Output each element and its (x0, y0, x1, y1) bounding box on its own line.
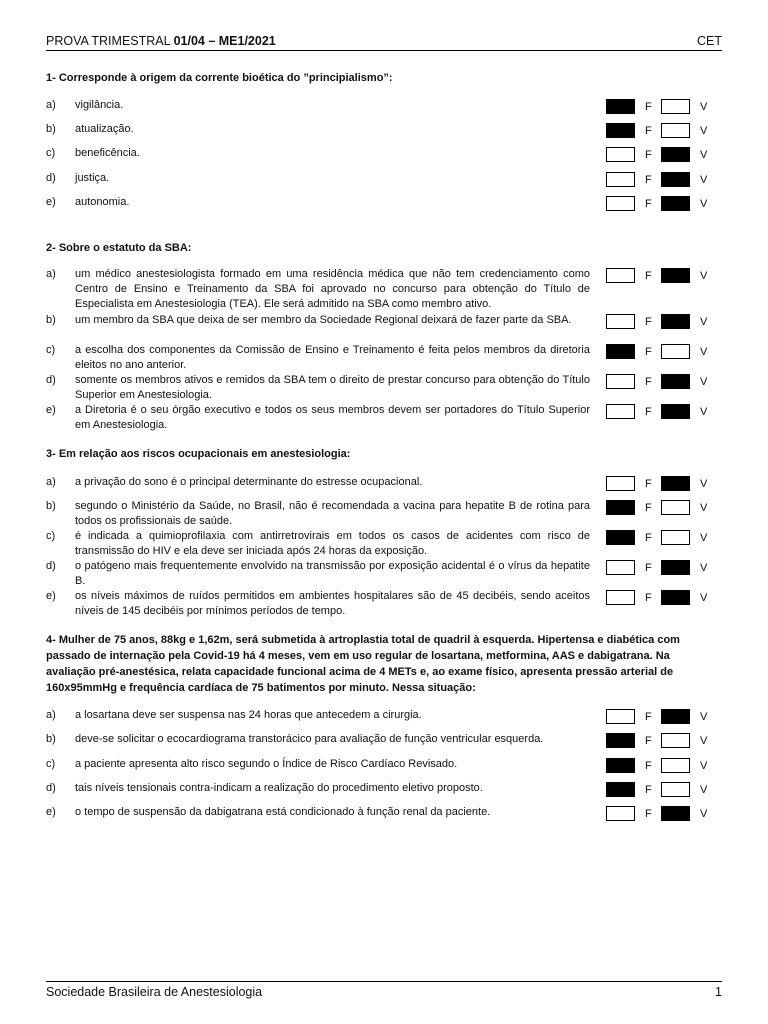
option-letter: c) (46, 344, 56, 356)
option-text: é indicada a quimioprofilaxia com antirretrovirais em todos os casos de acidentes com risco de transmissão do HIV e ela deve ser iniciada após 24 horas da exposição. (75, 530, 590, 557)
false-label: F (645, 760, 652, 772)
true-checkbox[interactable] (661, 560, 690, 575)
option-row (46, 343, 722, 371)
false-label: F (645, 502, 652, 514)
true-label: V (700, 346, 708, 358)
false-checkbox[interactable] (606, 99, 635, 114)
false-checkbox[interactable] (606, 758, 635, 773)
option-letter: a) (46, 268, 56, 280)
true-checkbox[interactable] (661, 530, 690, 545)
true-label: V (700, 270, 708, 282)
true-checkbox[interactable] (661, 404, 690, 419)
true-checkbox[interactable] (661, 806, 690, 821)
false-label: F (645, 478, 652, 490)
false-checkbox[interactable] (606, 268, 635, 283)
true-checkbox[interactable] (661, 99, 690, 114)
option-letter: d) (46, 560, 56, 572)
option-letter: c) (46, 147, 56, 159)
option-letter: d) (46, 172, 56, 184)
option-letter: e) (46, 196, 56, 208)
false-checkbox[interactable] (606, 733, 635, 748)
true-label: V (700, 735, 708, 747)
false-checkbox[interactable] (606, 344, 635, 359)
question-title: 4- Mulher de 75 anos, 88kg e 1,62m, será submetida à artroplastia total de quadril à esquerda. Hipertensa e diabética com passado de internação pela Covid-19 há 4 meses, vem em uso regular de losartana, metformina, AAS e dabigatrana. Na avaliação pré-anestésica, relata capacidade funcional acima de 4 METs e, ao exame físico, apresenta pressão arterial de 160x95mmHg e frequência cardíaca de 75 batimentos por minuto. Nessa situação: (46, 634, 680, 694)
option-letter: d) (46, 782, 56, 794)
option-text: a Diretoria é o seu órgão executivo e todos os seus membros devem ser portadores do Título Superior em Anestesiologia. (75, 404, 590, 431)
false-label: F (645, 592, 652, 604)
option-letter: b) (46, 123, 56, 135)
option-row (46, 589, 722, 617)
true-checkbox[interactable] (661, 268, 690, 283)
option-row (46, 529, 722, 557)
false-label: F (645, 376, 652, 388)
option-letter: e) (46, 404, 56, 416)
option-letter: c) (46, 758, 56, 770)
option-text: somente os membros ativos e remidos da SBA tem o direito de prestar concurso para obtenção do Título Superior em Anestesiologia. (75, 374, 590, 401)
option-letter: b) (46, 733, 56, 745)
true-label: V (700, 125, 708, 137)
true-checkbox[interactable] (661, 147, 690, 162)
false-checkbox[interactable] (606, 590, 635, 605)
option-row (46, 146, 722, 174)
false-label: F (645, 101, 652, 113)
option-text: a paciente apresenta alto risco segundo o Índice de Risco Cardíaco Revisado. (75, 758, 458, 770)
exam-title: PROVA TRIMESTRAL 01/04 – ME1/2021 (46, 34, 276, 48)
false-label: F (645, 711, 652, 723)
false-label: F (645, 174, 652, 186)
option-text: a escolha dos componentes da Comissão de Ensino e Treinamento é feita pelos membros da diretoria eleitos no ano anterior. (75, 344, 590, 371)
option-text: segundo o Ministério da Saúde, no Brasil, não é recomendada a vacina para hepatite B de rotina para todos os profissionais de saúde. (75, 500, 590, 527)
true-checkbox[interactable] (661, 758, 690, 773)
false-label: F (645, 808, 652, 820)
false-checkbox[interactable] (606, 476, 635, 491)
true-checkbox[interactable] (661, 314, 690, 329)
option-row (46, 732, 722, 760)
option-text: atualização. (75, 123, 134, 135)
option-text: beneficência. (75, 147, 140, 159)
option-text: o tempo de suspensão da dabigatrana está condicionado à função renal da paciente. (75, 806, 491, 818)
false-checkbox[interactable] (606, 172, 635, 187)
true-label: V (700, 478, 708, 490)
false-label: F (645, 562, 652, 574)
true-checkbox[interactable] (661, 374, 690, 389)
true-label: V (700, 808, 708, 820)
cet-label: CET (697, 34, 722, 48)
option-text: os níveis máximos de ruídos permitidos em ambientes hospitalares são de 45 decibéis, sendo aceitos níveis de 145 decibéis por mínimos períodos de tempo. (75, 590, 590, 617)
true-checkbox[interactable] (661, 344, 690, 359)
option-letter: a) (46, 709, 56, 721)
true-label: V (700, 502, 708, 514)
true-label: V (700, 406, 708, 418)
false-label: F (645, 316, 652, 328)
false-checkbox[interactable] (606, 314, 635, 329)
true-checkbox[interactable] (661, 590, 690, 605)
option-text: tais níveis tensionais contra-indicam a realização do procedimento eletivo proposto. (75, 782, 483, 794)
option-row (46, 403, 722, 431)
true-label: V (700, 174, 708, 186)
option-text: a losartana deve ser suspensa nas 24 horas que antecedem a cirurgia. (75, 709, 422, 721)
false-label: F (645, 125, 652, 137)
false-label: F (645, 270, 652, 282)
option-row (46, 805, 722, 833)
false-label: F (645, 149, 652, 161)
option-row (46, 267, 722, 310)
false-label: F (645, 406, 652, 418)
false-checkbox[interactable] (606, 530, 635, 545)
true-label: V (700, 784, 708, 796)
question-title: 1- Corresponde à origem da corrente bioética do ”principialismo”: (46, 72, 393, 84)
false-label: F (645, 198, 652, 210)
option-row (46, 195, 722, 223)
true-label: V (700, 711, 708, 723)
option-row (46, 559, 722, 587)
false-checkbox[interactable] (606, 500, 635, 515)
true-label: V (700, 562, 708, 574)
option-text: um membro da SBA que deixa de ser membro da Sociedade Regional deixará de fazer parte da SBA. (75, 314, 572, 326)
true-checkbox[interactable] (661, 500, 690, 515)
false-label: F (645, 784, 652, 796)
false-checkbox[interactable] (606, 782, 635, 797)
option-text: o patógeno mais frequentemente envolvido na transmissão por exposição acidental é o vírus da hepatite B. (75, 560, 590, 587)
page-header (46, 34, 722, 51)
true-label: V (700, 376, 708, 388)
false-checkbox[interactable] (606, 560, 635, 575)
true-label: V (700, 532, 708, 544)
true-label: V (700, 592, 708, 604)
true-label: V (700, 316, 708, 328)
option-text: autonomia. (75, 196, 130, 208)
false-checkbox[interactable] (606, 123, 635, 138)
true-checkbox[interactable] (661, 782, 690, 797)
page-footer (46, 981, 722, 999)
question-title: 3- Em relação aos riscos ocupacionais em anestesiologia: (46, 448, 351, 460)
true-checkbox[interactable] (661, 476, 690, 491)
footer-organization: Sociedade Brasileira de Anestesiologia (46, 985, 263, 999)
true-label: V (700, 101, 708, 113)
true-checkbox[interactable] (661, 733, 690, 748)
option-letter: c) (46, 530, 56, 542)
true-checkbox[interactable] (661, 709, 690, 724)
option-letter: a) (46, 99, 56, 111)
false-checkbox[interactable] (606, 374, 635, 389)
true-checkbox[interactable] (661, 196, 690, 211)
false-label: F (645, 532, 652, 544)
page-number: 1 (715, 985, 722, 999)
false-label: F (645, 735, 652, 747)
true-checkbox[interactable] (661, 123, 690, 138)
true-label: V (700, 149, 708, 161)
false-checkbox[interactable] (606, 806, 635, 821)
option-text: um médico anestesiologista formado em uma residência médica que não tem credenciamento como Centro de Ensino e Treinamento da SBA foi aprovado no concurso para obtenção do Título de Especialista em Anestesiologia (TEA). Ele será admitido na SBA como membro ativo. (75, 268, 590, 310)
option-letter: e) (46, 806, 56, 818)
true-label: V (700, 198, 708, 210)
question-title: 2- Sobre o estatuto da SBA: (46, 242, 192, 254)
option-letter: a) (46, 476, 56, 488)
false-checkbox[interactable] (606, 709, 635, 724)
option-text: a privação do sono é o principal determinante do estresse ocupacional. (75, 476, 423, 488)
false-checkbox[interactable] (606, 404, 635, 419)
false-label: F (645, 346, 652, 358)
false-checkbox[interactable] (606, 196, 635, 211)
option-row (46, 313, 722, 341)
option-letter: e) (46, 590, 56, 602)
option-letter: b) (46, 500, 56, 512)
false-checkbox[interactable] (606, 147, 635, 162)
option-text: justiça. (75, 172, 110, 184)
option-text: deve-se solicitar o ecocardiograma transtorácico para avaliação de função ventricular esquerda. (75, 733, 544, 745)
option-letter: d) (46, 374, 56, 386)
option-text: vigilância. (75, 99, 124, 111)
option-row (46, 499, 722, 527)
option-row (46, 373, 722, 401)
option-letter: b) (46, 314, 56, 326)
true-checkbox[interactable] (661, 172, 690, 187)
true-label: V (700, 760, 708, 772)
